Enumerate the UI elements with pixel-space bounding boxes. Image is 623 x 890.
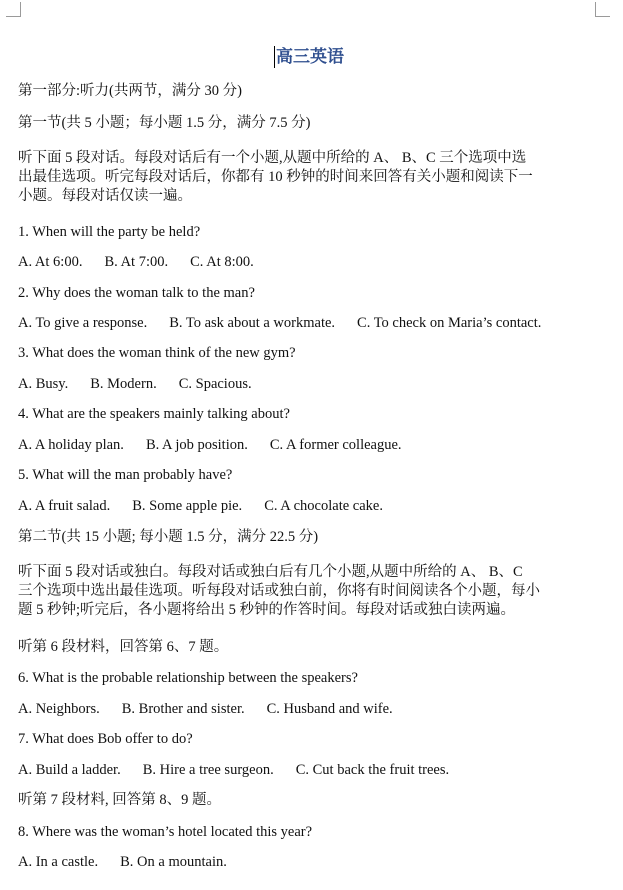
option-a: A. In a castle. [18,854,99,870]
question-4-options[interactable] [18,436,424,454]
section-heading[interactable]: 第一节(共 5 小题；每小题 1.5 分，满分 7.5 分) [18,115,311,131]
option-c: C. A former colleague. [269,437,402,453]
question-7[interactable]: 7. What does Bob offer to do? [18,731,193,747]
option-a: A. Build a ladder. [18,762,121,778]
option-a: A. A holiday plan. [18,437,124,453]
option-b: B. At 7:00. [104,254,169,270]
instruction-line: 小题。每段对话仅读一遍。 [18,188,192,204]
question-2-options[interactable] [18,314,541,332]
instruction-line: 听下面 5 段对话或独白。每段对话或独白后有几个小题,从题中所给的 A、 B、C [18,564,523,580]
question-4[interactable]: 4. What are the speakers mainly talking about? [18,406,290,422]
option-c: C. A chocolate cake. [264,498,383,514]
option-a: A. A fruit salad. [18,498,111,514]
option-a: A. At 6:00. [18,254,83,270]
option-b: B. To ask about a workmate. [169,315,336,331]
option-c: C. Husband and wife. [266,701,393,717]
instruction-line: 题 5 秒钟;听完后，各小题将给出 5 秒钟的作答时间。每段对话或独白读两遍。 [18,602,516,618]
section-heading[interactable]: 第二节(共 15 小题; 每小题 1.5 分，满分 22.5 分) [18,529,319,545]
option-b: B. A job position. [145,437,248,453]
option-a: A. To give a response. [18,315,148,331]
text-cursor [274,46,275,68]
option-a: A. Busy. [18,376,69,392]
option-a: A. Neighbors. [18,701,100,717]
question-7-options[interactable] [18,761,471,779]
instructions-paragraph[interactable] [18,563,608,620]
document-title[interactable]: 高三英语 [276,47,344,67]
option-b: B. Modern. [90,376,157,392]
page-corner-mark [6,2,21,17]
page-corner-mark [595,2,610,17]
option-c: C. Cut back the fruit trees. [295,762,450,778]
instruction-line: 出最佳选项。听完每段对话后，你都有 10 秒钟的时间来回答有关小题和阅读下一 [18,169,533,185]
instruction-line: 三个选项中选出最佳选项。听每段对话或独白前，你将有时间阅读各个小题，每小 [18,583,540,599]
option-c: C. To check on Maria’s contact. [357,315,542,331]
instruction-line: 听下面 5 段对话。每段对话后有一个小题,从题中所给的 A、 B、C 三个选项中选 [18,150,527,166]
question-2[interactable]: 2. Why does the woman talk to the man? [18,285,255,301]
option-b: B. Brother and sister. [121,701,245,717]
question-6-options[interactable] [18,700,415,718]
question-6[interactable]: 6. What is the probable relationship between the speakers? [18,670,358,686]
question-1[interactable]: 1. When will the party be held? [18,224,201,240]
question-8-options[interactable] [18,853,249,871]
question-3-options[interactable] [18,375,274,393]
option-c: C. At 8:00. [190,254,254,270]
instructions-paragraph[interactable] [18,149,608,206]
question-8[interactable]: 8. Where was the woman’s hotel located this year? [18,824,313,840]
material-heading[interactable]: 听第 7 段材料, 回答第 8、9 题。 [18,792,221,808]
question-5-options[interactable] [18,497,405,515]
question-1-options[interactable] [18,253,276,271]
material-heading[interactable]: 听第 6 段材料，回答第 6、7 题。 [18,639,229,655]
option-b: B. Some apple pie. [132,498,243,514]
part-heading[interactable]: 第一部分:听力(共两节，满分 30 分) [18,83,242,99]
option-b: B. On a mountain. [120,854,227,870]
question-3[interactable]: 3. What does the woman think of the new gym? [18,345,296,361]
option-c: C. Spacious. [178,376,252,392]
question-5[interactable]: 5. What will the man probably have? [18,467,233,483]
option-b: B. Hire a tree surgeon. [142,762,274,778]
